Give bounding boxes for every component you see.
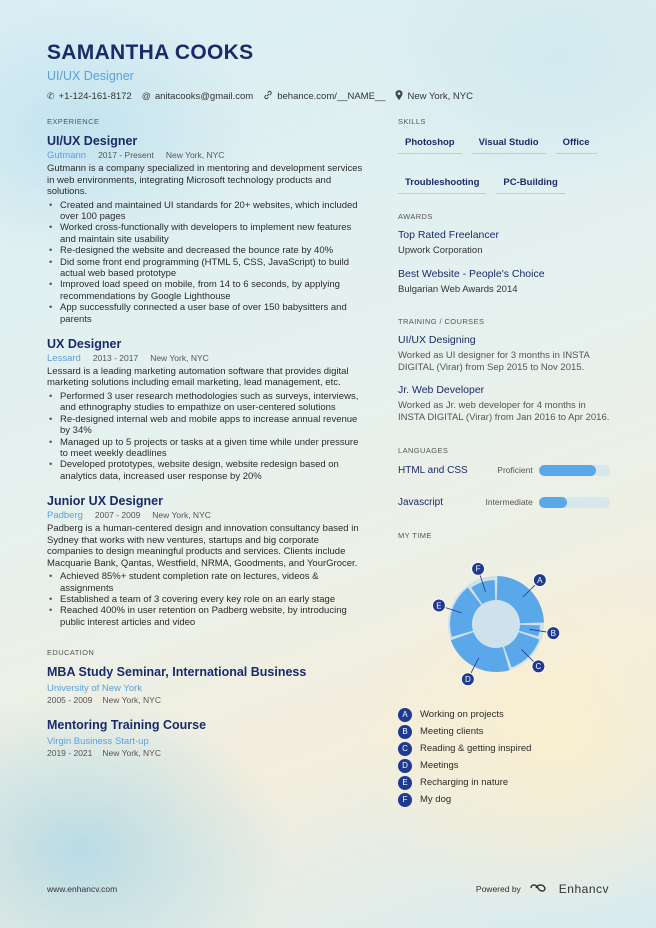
legend-label: Reading & getting inspired — [420, 743, 532, 754]
education-dates: 2005 - 2009 — [47, 695, 93, 706]
legend-letter-badge: A — [398, 708, 412, 722]
language-level: Intermediate — [485, 497, 533, 507]
award-title: Top Rated Freelancer — [398, 229, 499, 241]
legend-item — [398, 791, 610, 808]
education-heading: EDUCATION — [47, 648, 95, 658]
bullet-item: • Re-designed internal web and mobile apps to increase annual revenue by 34% — [47, 414, 365, 437]
legend-label: Working on projects — [420, 709, 504, 720]
donut-badge-letter: F — [475, 564, 481, 574]
language-row — [398, 495, 610, 509]
footer-url[interactable]: www.enhancv.com — [47, 884, 118, 894]
education-school: University of New York — [47, 683, 143, 695]
legend-letter-badge: C — [398, 742, 412, 756]
award-title: Best Website - People's Choice — [398, 268, 545, 280]
training-entry — [398, 334, 610, 374]
language-name: Javascript — [398, 496, 444, 508]
job-meta — [47, 510, 365, 521]
job-bullets — [47, 571, 365, 628]
job-dates: 2017 - Present — [98, 150, 154, 160]
legend-letter-badge: E — [398, 776, 412, 790]
language-bar — [539, 497, 610, 508]
education-entry — [47, 665, 365, 705]
donut-badge-letter: C — [535, 662, 542, 672]
job-description: Padberg is a human-centered design and innovation consultancy based in Sydney that works with new ventures, startups and big corporate companies to design meaningful products and services. Clients include Macquarie Bank, Qantas, Westfield, NRMA, Goodments, and YourGrocer. — [47, 523, 359, 569]
contact-row — [47, 90, 473, 102]
job-meta — [47, 150, 365, 161]
language-row — [398, 463, 610, 477]
job-company: Gutmann — [47, 150, 87, 161]
legend-item — [398, 723, 610, 740]
bullet-item: • Reached 400% in user retention on Padberg website, by introducing public interest articles and video — [47, 605, 365, 628]
donut-badge-letter: E — [436, 601, 442, 611]
bullet-item: • Performed 3 user research methodologies such as surveys, interviews, and ethnography studies to empathize on user-centered solutions — [47, 391, 365, 414]
job-description: Lessard is a leading marketing automation software that provides digital marketing solutions including email marketing, lead management, etc. — [47, 365, 349, 389]
legend-label: Meetings — [420, 760, 459, 771]
skill-tag: Photoshop — [398, 134, 462, 154]
training-description: Worked as Jr. web developer for 4 months in INSTA DIGITAL (Virar) from Jan 2016 to Apr 2016. — [398, 400, 610, 423]
at-icon: @ — [141, 91, 151, 101]
job-dates: 2007 - 2009 — [94, 510, 141, 521]
bullet-item: • App successfully connected a user base of over 150 babysitters and parents — [47, 302, 365, 325]
skill-tag: Office — [556, 134, 597, 154]
contact-phone[interactable] — [47, 90, 132, 102]
skill-tag: Troubleshooting — [398, 174, 486, 194]
language-bar-fill — [539, 465, 596, 476]
contact-text: New York, NYC — [407, 90, 473, 102]
job-company: Lessard — [47, 352, 81, 364]
job-entry — [47, 337, 365, 482]
right-column — [398, 117, 610, 808]
education-location: New York, NYC — [102, 748, 161, 759]
education-meta — [47, 695, 365, 705]
job-meta — [47, 353, 365, 364]
job-entry — [47, 134, 365, 325]
job-dates: 2013 - 2017 — [92, 352, 139, 363]
contact-link[interactable] — [263, 90, 385, 102]
award-entry — [398, 268, 610, 295]
legend-item — [398, 740, 610, 757]
bullet-item: • Created and maintained UI standards for 20+ websites, which included over 100 pages — [47, 200, 365, 223]
education-title: Mentoring Training Course — [47, 718, 207, 733]
bullet-item: • Developed prototypes, website design, website redesign based on analytics data, increased user response by 20% — [47, 459, 365, 482]
training-title: Jr. Web Developer — [398, 384, 485, 396]
experience-heading: EXPERIENCE — [47, 117, 100, 126]
skills-list — [398, 134, 610, 214]
job-description: Gutmann is a company specialized in mentoring and development services in web environments, integrating Microsoft technology products and solutions. — [47, 163, 363, 197]
contact-text: anitacooks@gmail.com — [154, 90, 254, 102]
donut-badge-letter: D — [464, 675, 471, 685]
phone-icon: ✆ — [47, 90, 55, 101]
legend-letter-badge: F — [398, 793, 412, 807]
contact-location — [395, 90, 472, 102]
location-icon — [395, 90, 403, 102]
education-location: New York, NYC — [102, 695, 161, 706]
languages-heading: LANGUAGES — [398, 446, 449, 455]
awards-heading: AWARDS — [398, 212, 433, 221]
left-column — [47, 117, 365, 771]
legend-item — [398, 706, 610, 723]
education-dates: 2019 - 2021 — [47, 748, 93, 759]
donut-badge-letter: A — [537, 575, 543, 585]
legend-label: Recharging in nature — [420, 777, 509, 788]
language-level: Proficient — [497, 465, 533, 475]
time-chart — [398, 548, 610, 698]
time-legend — [398, 706, 610, 808]
education-entry — [47, 718, 365, 758]
footer-brand — [476, 882, 609, 896]
award-entry — [398, 229, 610, 256]
skill-tag: Visual Studio — [472, 134, 546, 154]
bullet-item: • Established a team of 3 covering every key role on an early stage — [47, 594, 365, 605]
education-title: MBA Study Seminar, International Business — [47, 665, 307, 680]
enhancv-logo-icon — [529, 882, 551, 896]
legend-item — [398, 757, 610, 774]
language-name: HTML and CSS — [398, 464, 468, 476]
job-title: UI/UX Designer — [47, 134, 138, 148]
legend-label: My dog — [420, 794, 452, 805]
job-title: Junior UX Designer — [47, 494, 163, 509]
header — [47, 40, 473, 102]
award-issuer: Bulgarian Web Awards 2014 — [398, 284, 518, 295]
job-bullets — [47, 200, 365, 325]
job-title: UX Designer — [47, 336, 122, 351]
skill-tag: PC-Building — [496, 174, 564, 194]
training-description: Worked as UI designer for 3 months in INSTA DIGITAL (Virar) from Sep 2015 to Nov 2015. — [398, 350, 590, 373]
time-donut-chart — [398, 548, 610, 698]
my-time-heading: MY TIME — [398, 531, 432, 540]
candidate-name: SAMANTHA COOKS — [47, 41, 254, 64]
legend-label: Meeting clients — [420, 726, 484, 737]
contact-text: behance.com/__NAME__ — [277, 90, 386, 102]
legend-letter-badge: D — [398, 759, 412, 773]
bullet-item: • Re-designed the website and decreased the bounce rate by 40% — [47, 245, 365, 256]
brand-name: Enhancv — [558, 882, 609, 896]
training-title: UI/UX Designing — [398, 334, 476, 346]
training-entry — [398, 384, 610, 424]
contact-email[interactable] — [142, 90, 254, 102]
donut-badge-letter: B — [550, 628, 556, 638]
job-bullets — [47, 391, 365, 482]
education-school: Virgin Business Start-up — [47, 736, 149, 748]
award-issuer: Upwork Corporation — [398, 245, 483, 256]
link-icon — [263, 90, 273, 102]
bullet-item: • Worked cross-functionally with developers to implement new features and maintain site usability — [47, 222, 365, 245]
footer — [47, 882, 609, 896]
job-location: New York, NYC — [165, 150, 225, 160]
job-location: New York, NYC — [152, 510, 211, 521]
candidate-role: UI/UX Designer — [47, 69, 134, 83]
job-entry — [47, 494, 365, 628]
legend-letter-badge: B — [398, 725, 412, 739]
bullet-item: • Improved load speed on mobile, from 14 to 6 seconds, by applying recommendations by Google Lighthouse — [47, 279, 365, 302]
legend-item — [398, 774, 610, 791]
bullet-item: • Managed up to 5 projects or tasks at a given time while under pressure to meet weekly deadlines — [47, 437, 365, 460]
powered-by-label: Powered by — [475, 884, 521, 894]
contact-text: +1-124-161-8172 — [58, 90, 132, 102]
language-bar — [539, 465, 610, 476]
bullet-item: • Achieved 85%+ student completion rate on lectures, videos & assignments — [47, 571, 365, 594]
training-heading: TRAINING / COURSES — [398, 317, 485, 326]
education-meta — [47, 748, 365, 758]
job-company: Padberg — [47, 510, 83, 522]
job-location: New York, NYC — [150, 352, 209, 363]
language-bar-fill — [539, 497, 568, 508]
bullet-item: • Did some front end programming (HTML 5, CSS, JavaScript) to build actual web based prototype — [47, 257, 365, 280]
skills-heading: SKILLS — [398, 117, 426, 126]
